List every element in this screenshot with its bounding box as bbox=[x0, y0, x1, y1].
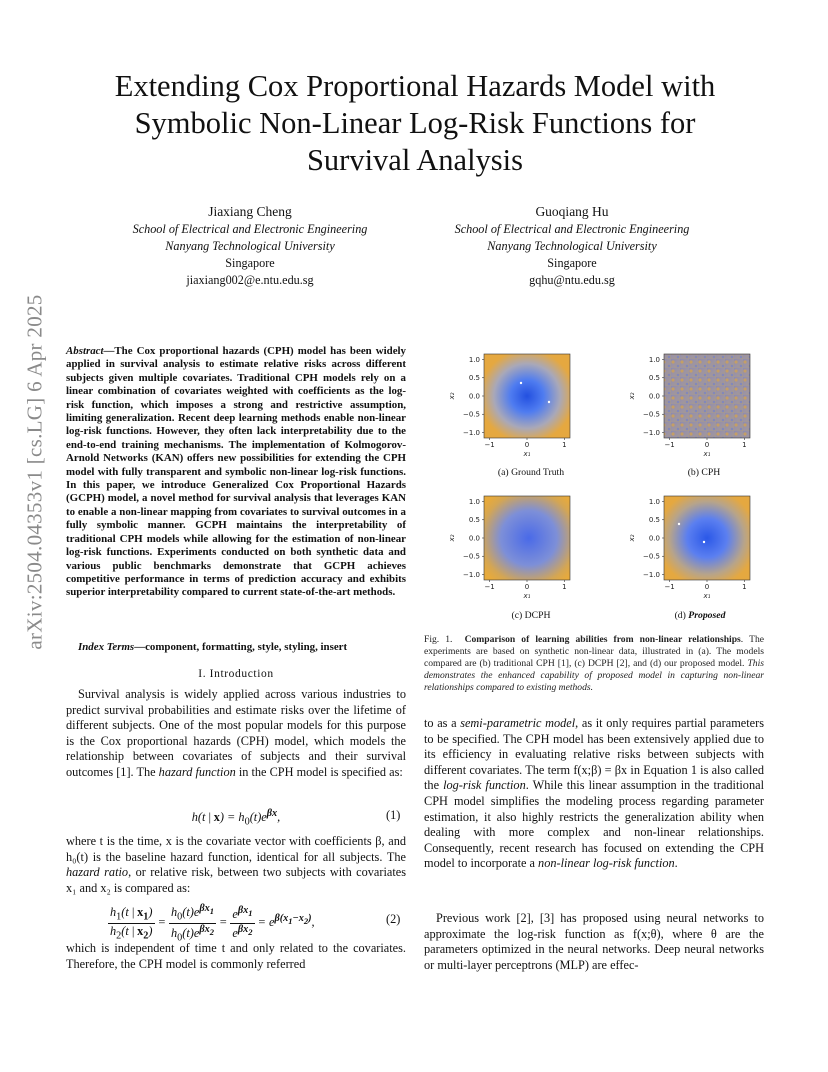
author-country: Singapore bbox=[225, 256, 275, 270]
equation-2-number: (2) bbox=[386, 912, 401, 926]
title-line-2: Symbolic Non-Linear Log-Risk Functions for bbox=[134, 106, 696, 140]
arxiv-id-text: arXiv:2504.04353v1 [cs.LG] 6 Apr 2025 bbox=[22, 294, 47, 650]
rc-p1-start: to as a bbox=[424, 716, 461, 730]
author-name: Jiaxiang Cheng bbox=[208, 204, 292, 219]
subplot-cph bbox=[664, 354, 750, 438]
subcaption-a: (a) Ground Truth bbox=[497, 467, 565, 478]
right-column-paragraph-2: Previous work [2], [3] has proposed using neural networks to approximate the log-risk function as f(x;θ), where θ are the parameters optimized in the neural networks. Deep neural networks or multi-layer perceptrons (MLP) are effec- bbox=[424, 911, 764, 972]
x-tick-label: 0 bbox=[524, 441, 530, 449]
y-axis-label: x₂ bbox=[448, 534, 456, 542]
heatmap-area bbox=[664, 496, 750, 580]
caption-emphasis: This demonstrates the enhanced capability of proposed model in capturing non-linear relationships compared to existing methods. bbox=[424, 658, 764, 693]
y-tick-label: −1.0 bbox=[643, 428, 660, 437]
author-email: gqhu@ntu.edu.sg bbox=[529, 273, 615, 287]
x-tick-label: 0 bbox=[704, 441, 710, 449]
y-tick-label: 0.5 bbox=[648, 374, 660, 383]
intro-p2-end: , or relative risk, between two subjects with covariates x₁ and x₂ is compared as: bbox=[66, 865, 406, 895]
y-tick-label: 1.0 bbox=[648, 355, 660, 364]
y-axis-label: x₂ bbox=[628, 534, 636, 542]
caption-text: . The experiments are based on synthetic non-linear data, illustrated in (a). The models compared are (b) traditional CPH [1], (c) DCPH [2], and (d) our proposed model. bbox=[424, 634, 764, 669]
x-tick-label: 0 bbox=[524, 583, 530, 591]
rc-p1-em2: log-risk function bbox=[443, 778, 526, 793]
rc-p1-mid: , as it only requires partial parameters to be specified. The CPH model has been extensively applied due to its efficiency in evaluating relative risks between subjects with different covariates. The term f(x;β) = βx in Equation 1 is also called the bbox=[424, 716, 764, 793]
author-email: jiaxiang002@e.ntu.edu.sg bbox=[186, 273, 314, 287]
figure-1-plots bbox=[446, 350, 786, 635]
rc-p1-em3: non-linear log-risk function bbox=[538, 856, 675, 871]
x-axis-label: x₁ bbox=[703, 592, 711, 600]
title-line-3: Survival Analysis bbox=[306, 143, 524, 177]
abstract-label: Abstract bbox=[66, 345, 104, 357]
author-dept: School of Electrical and Electronic Engineering bbox=[132, 222, 368, 236]
y-tick-label: 1.0 bbox=[468, 497, 480, 506]
author-univ: Nanyang Technological University bbox=[165, 239, 335, 253]
y-tick-label: −0.5 bbox=[643, 552, 660, 561]
caption-bold-text: Comparison of learning abilities from non-linear relationships bbox=[464, 634, 741, 645]
y-tick-label: 0.5 bbox=[468, 516, 480, 525]
y-tick-label: 0.0 bbox=[468, 392, 480, 401]
index-terms bbox=[66, 641, 406, 654]
heatmap-area bbox=[484, 496, 570, 580]
y-tick-label: 0.5 bbox=[648, 516, 660, 525]
rc-p1-mid2: . While this linear assumption in the traditional CPH model simplifies the modeling process regarding parameter estimation, it also highly restricts the generalization ability when dealing with more complex and non-linear relationships. Consequently, recent research has focused on extending the CPH model to incorporate a bbox=[424, 778, 764, 871]
author-name: Guoqiang Hu bbox=[535, 204, 609, 219]
x-tick-label: 0 bbox=[704, 583, 710, 591]
abstract-text: —The Cox proportional hazards (CPH) model has been widely applied in survival analysis to estimate relative risks across different subjects given multiple covariates. Traditional CPH models rely on a linear combination of covariates weighted with coefficients as the log-risk function, which imposes a strong and restrictive assumption, limiting generalization. Recent deep learning methods enable non-linear log-risk functions. However, they often lack interpretability due to the end-to-end training mechanisms. The implementation of Kolmogorov-Arnold Networks (KAN) offers new possibilities for extending the CPH model with fully transparent and symbolic non-linear log-risk functions. In this paper, we introduce Generalized Cox Proportional Hazards (GCPH) model, a novel method for survival analysis that leverages KAN to enable a non-linear mapping from covariates to survival outcomes in a fully symbolic manner. GCPH maintains the interpretability of traditional CPH models while allowing for the estimation of non-linear log-risk functions. Experiments conducted on both synthetic data and various public benchmarks demonstrate that GCPH achieves competitive performance in terms of prediction accuracy and exhibits superior interpretability compared to current state-of-the-art methods. bbox=[66, 345, 406, 599]
title-line-1: Extending Cox Proportional Hazards Model with bbox=[114, 69, 716, 103]
x-axis-label: x₁ bbox=[523, 592, 531, 600]
rc-p1-end: . bbox=[674, 856, 678, 871]
index-terms-text: —component, formatting, style, styling, insert bbox=[134, 641, 348, 653]
y-tick-label: 0.0 bbox=[468, 534, 480, 543]
y-axis-label: x₂ bbox=[628, 392, 636, 400]
x-tick-label: −1 bbox=[484, 441, 495, 449]
intro-paragraph-1 bbox=[66, 687, 406, 781]
author-block-1 bbox=[90, 203, 410, 289]
y-tick-label: 1.0 bbox=[468, 355, 480, 364]
section-heading-introduction: I. Introduction bbox=[198, 668, 274, 680]
x-tick-label: 1 bbox=[562, 441, 567, 449]
intro-p2-text: where t is the time, x is the covariate vector with coefficients β, and h₀(t) is the baseline hazard function, identical for all subjects. The bbox=[66, 834, 406, 864]
x-tick-label: 1 bbox=[562, 583, 567, 591]
intro-paragraph-2 bbox=[66, 834, 406, 896]
x-tick-label: −1 bbox=[664, 583, 675, 591]
subcaption-c: (c) DCPH bbox=[511, 610, 551, 621]
x-axis-label: x₁ bbox=[523, 450, 531, 458]
intro-p1-emphasis: hazard function bbox=[158, 764, 236, 779]
heatmap-area bbox=[664, 354, 750, 438]
x-tick-label: −1 bbox=[664, 441, 675, 449]
intro-p2-emphasis: hazard ratio bbox=[66, 865, 129, 880]
x-axis-label: x₁ bbox=[703, 450, 711, 458]
intro-p1-end: in the CPH model is specified as: bbox=[235, 764, 403, 779]
y-tick-label: 1.0 bbox=[648, 497, 660, 506]
subplot-ground-truth bbox=[484, 354, 570, 438]
y-tick-label: 0.5 bbox=[468, 374, 480, 383]
subplot-dcph bbox=[484, 496, 570, 580]
y-tick-label: −1.0 bbox=[463, 570, 480, 579]
subcaption-b: (b) CPH bbox=[687, 467, 721, 478]
y-tick-label: −1.0 bbox=[463, 428, 480, 437]
subcaption-d-label: (d) Proposed bbox=[674, 610, 726, 621]
x-tick-label: 1 bbox=[742, 441, 747, 449]
x-tick-label: 1 bbox=[742, 583, 747, 591]
author-block-2 bbox=[412, 203, 732, 289]
y-tick-label: 0.0 bbox=[648, 534, 660, 543]
paper-title bbox=[70, 68, 760, 179]
y-axis-label: x₂ bbox=[448, 392, 456, 400]
index-terms-label: Index Terms bbox=[78, 641, 135, 653]
abstract bbox=[66, 345, 406, 600]
x-tick-label: −1 bbox=[484, 583, 495, 591]
author-country: Singapore bbox=[547, 256, 597, 270]
subcaption-d bbox=[640, 610, 760, 621]
y-tick-label: −0.5 bbox=[463, 410, 480, 419]
heatmap-area bbox=[484, 354, 570, 438]
y-tick-label: 0.0 bbox=[648, 392, 660, 401]
intro-p1-text: Survival analysis is widely applied across various industries to predict survival probabilities and estimate risks over the lifetime of different subjects. One of the most popular models for this purpose is the Cox proportional hazards (CPH) model, which models the relationship between covariates of subjects and their survival outcomes [1]. The bbox=[66, 687, 406, 779]
y-tick-label: −0.5 bbox=[643, 410, 660, 419]
intro-paragraph-3: which is independent of time t and only related to the covariates. Therefore, the CPH model is commonly referred bbox=[66, 941, 406, 971]
equation-1-number: (1) bbox=[386, 808, 401, 822]
equation-1: h(t | $x) = h_0(t)e^{\beta x}$, bbox=[191, 808, 281, 828]
author-univ: Nanyang Technological University bbox=[487, 239, 657, 253]
author-dept: School of Electrical and Electronic Engineering bbox=[454, 222, 690, 236]
caption-label: Fig. 1. bbox=[424, 634, 453, 645]
y-tick-label: −1.0 bbox=[643, 570, 660, 579]
equation-2: $\frac{h_1(t | x_1)}{h_2(t | x_2)}$ = $h_0(t)e^{\beta x_1}$ $h_0(t)e^{\beta x_2}$ = $e^{\beta x_1}$ $e^{\beta x_2}$ = $e^{\beta(x_1-x_2)}$, bbox=[110, 903, 315, 944]
rc-p1-em: semi-parametric model bbox=[460, 716, 576, 730]
right-column-paragraph-1 bbox=[424, 716, 764, 872]
subplot-proposed bbox=[664, 496, 750, 580]
arxiv-sidebar-stamp bbox=[18, 292, 52, 652]
figure-1-caption bbox=[424, 634, 764, 694]
y-tick-label: −0.5 bbox=[463, 552, 480, 561]
